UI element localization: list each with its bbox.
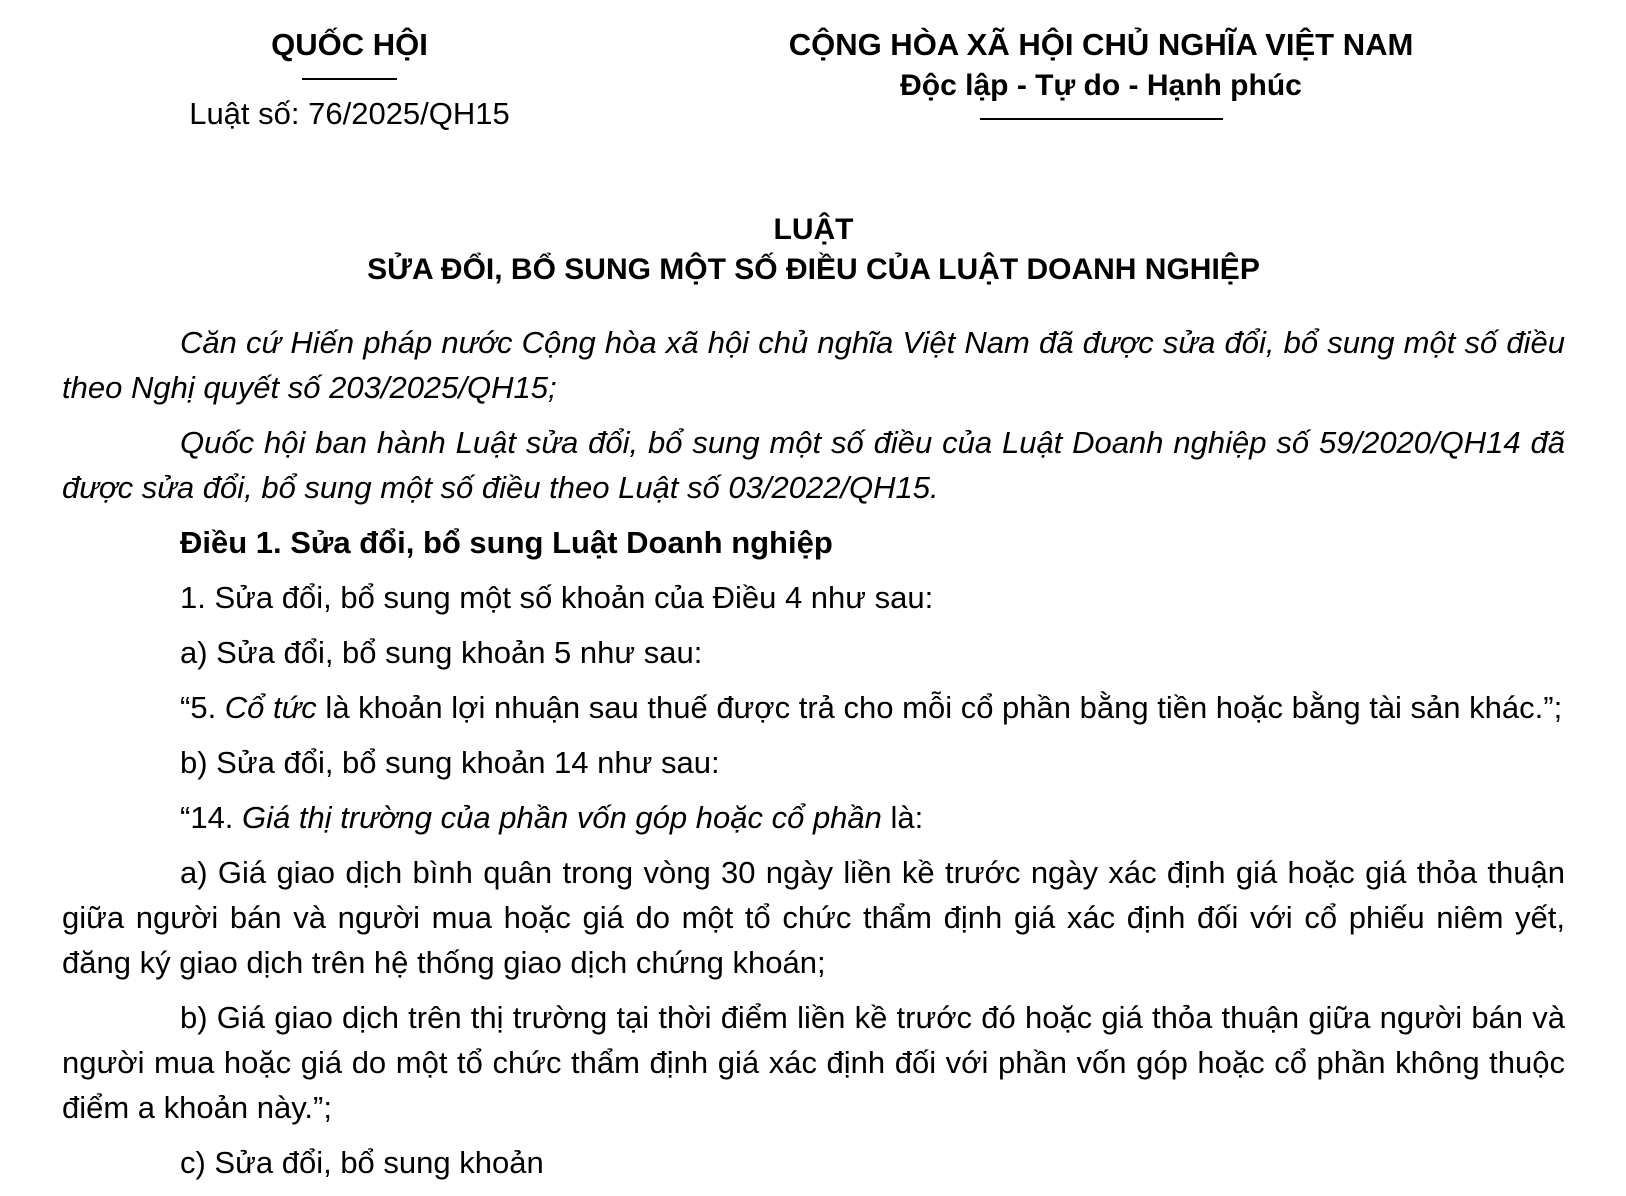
- document-title: [62, 210, 1565, 290]
- motto-divider-rule: [980, 118, 1223, 120]
- national-title: CỘNG HÒA XÃ HỘI CHỦ NGHĨA VIỆT NAM: [788, 27, 1414, 62]
- quoted-clause-14-point-b: b) Giá giao dịch trên thị trường tại thời điểm liền kề trước đó hoặc giá thỏa thuận giữa người bán và người mua hoặc giá do một tổ chức thẩm định giá xác định đối với phần vốn góp hoặc cổ phần không thuộc điểm a khoản này.”;: [62, 1000, 1565, 1125]
- document-header: [62, 26, 1565, 132]
- quoted-clause-14-rest: là:: [881, 800, 924, 835]
- clipped-next-line: c) Sửa đổi, bổ sung khoản: [180, 1145, 544, 1180]
- law-number: Luật số: 76/2025/QH15: [189, 96, 510, 131]
- preamble-basis-paragraph: Căn cứ Hiến pháp nước Cộng hòa xã hội chủ nghĩa Việt Nam đã được sửa đổi, bổ sung một số điều theo Nghị quyết số 203/2025/QH15;: [62, 325, 1565, 405]
- preamble-enactment-paragraph: Quốc hội ban hành Luật sửa đổi, bổ sung một số điều của Luật Doanh nghiệp số 59/2020/QH14 đã được sửa đổi, bổ sung một số điều theo Luật số 03/2022/QH15.: [62, 425, 1565, 505]
- quoted-clause-5-open: “5.: [180, 690, 225, 725]
- quoted-clause-14-open: “14.: [180, 800, 243, 835]
- quoted-clause-5-rest: là khoản lợi nhuận sau thuế được trả cho mỗi cổ phần bằng tiền hoặc bằng tài sản khác.”;: [316, 690, 1563, 725]
- quoted-clause-14-term: Giá thị trường của phần vốn góp hoặc cổ phần: [242, 800, 882, 835]
- quoted-clause-5-term: Cổ tức: [224, 690, 317, 725]
- document-title-kind: LUẬT: [773, 213, 854, 246]
- national-motto: Độc lập - Tự do - Hạnh phúc: [900, 69, 1302, 102]
- quoted-clause-5: [62, 685, 1565, 730]
- document-title-subject: SỬA ĐỔI, BỔ SUNG MỘT SỐ ĐIỀU CỦA LUẬT DOANH NGHIỆP: [367, 253, 1260, 286]
- point-b-intro: b) Sửa đổi, bổ sung khoản 14 như sau:: [180, 745, 720, 780]
- quoted-clause-14: [62, 795, 1565, 840]
- article-1-heading: Điều 1. Sửa đổi, bổ sung Luật Doanh nghiệp: [180, 525, 833, 560]
- issuing-org-name: QUỐC HỘI: [271, 27, 428, 62]
- org-divider-rule: [302, 78, 397, 80]
- header-right-block: [637, 26, 1565, 132]
- clause-1-intro: 1. Sửa đổi, bổ sung một số khoản của Điều 4 như sau:: [180, 580, 934, 615]
- quoted-clause-14-point-a: a) Giá giao dịch bình quân trong vòng 30 ngày liền kề trước ngày xác định giá hoặc giá thỏa thuận giữa người bán và người mua hoặc giá do một tổ chức thẩm định giá xác định đối với cổ phiếu niêm yết, đăng ký giao dịch trên hệ thống giao dịch chứng khoán;: [62, 855, 1565, 980]
- header-left-block: [62, 26, 637, 132]
- point-a-intro: a) Sửa đổi, bổ sung khoản 5 như sau:: [180, 635, 703, 670]
- document-body: [62, 320, 1565, 1185]
